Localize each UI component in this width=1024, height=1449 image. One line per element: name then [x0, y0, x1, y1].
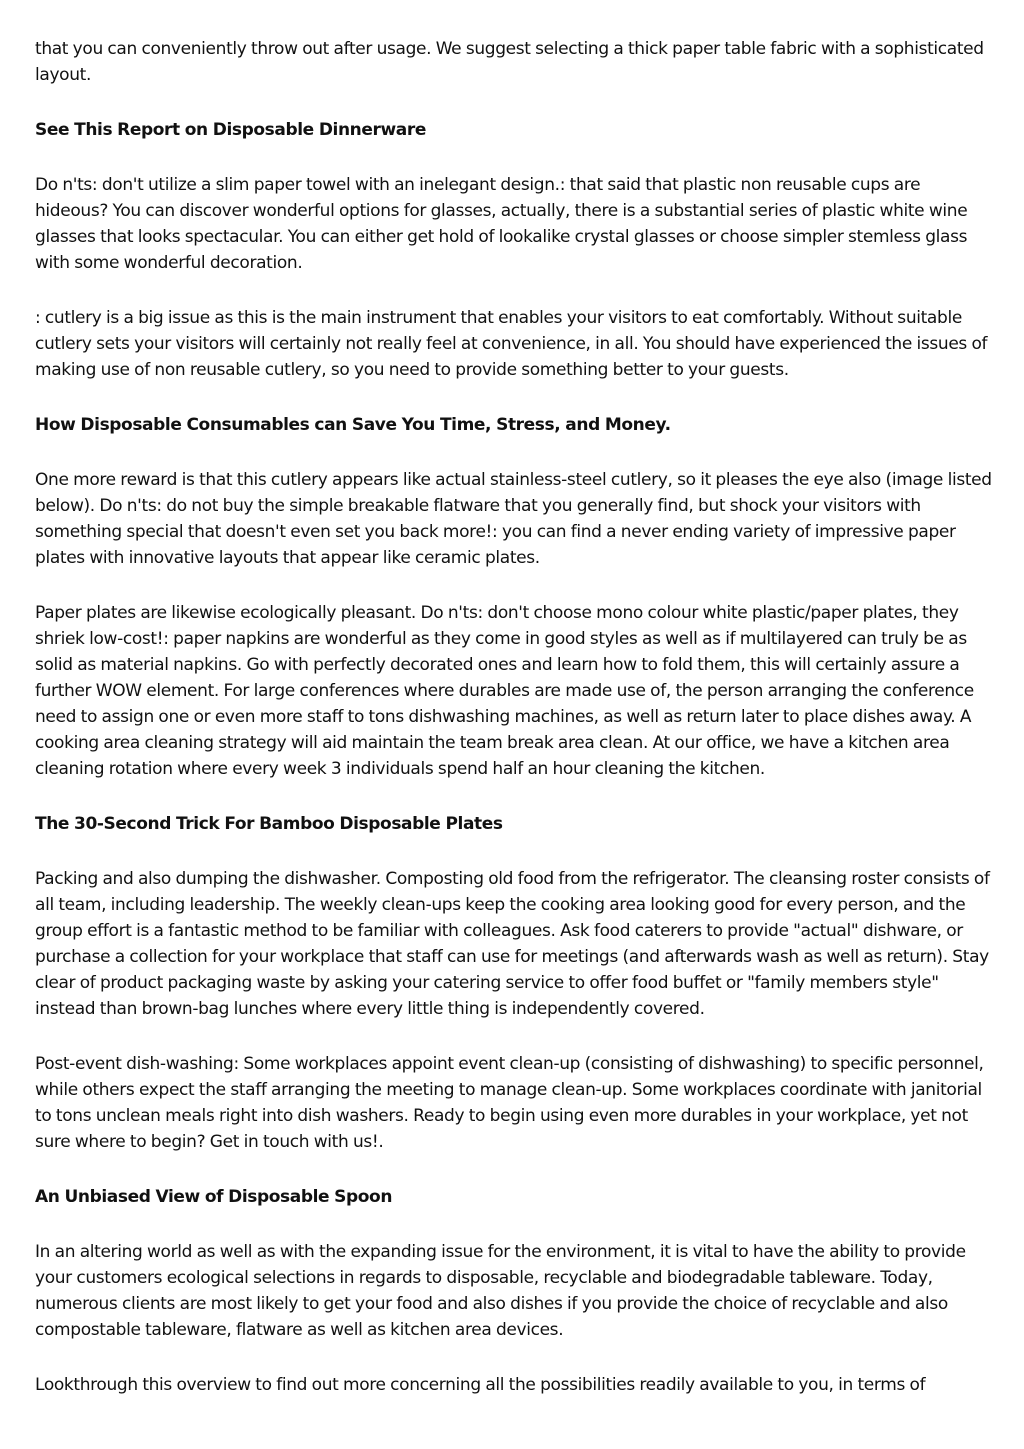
- section-heading: How Disposable Consumables can Save You Time, Stress, and Money.: [35, 415, 671, 435]
- paragraph: Post-event dish-washing: Some workplaces appoint event clean-up (consisting of dishwashing) to specific personnel, while others expect the staff arranging the meeting to manage clean-up. Some workplaces coordinate with janitorial to tons unclean meals right into dish washers. Ready to begin using even more durables in your workplace, yet not sure where to begin? Get in touch with us!.: [35, 1054, 984, 1152]
- paragraph: that you can conveniently throw out after usage. We suggest selecting a thick paper table fabric with a sophisticated layout.: [35, 39, 984, 85]
- paragraph: One more reward is that this cutlery appears like actual stainless-steel cutlery, so it pleases the eye also (image listed below). Do n'ts: do not buy the simple breakable flatware that you generally find, but shock your visitors with something special that doesn't even set you back more!: you can find a never ending variety of impressive paper plates with innovative layouts that appear like ceramic plates.: [35, 470, 992, 568]
- section-heading: The 30-Second Trick For Bamboo Disposable Plates: [35, 814, 503, 834]
- document-body: [35, 36, 995, 1427]
- section-heading: An Unbiased View of Disposable Spoon: [35, 1187, 393, 1207]
- paragraph: Lookthrough this overview to find out more concerning all the possibilities readily available to you, in terms of: [35, 1375, 926, 1395]
- paragraph: Paper plates are likewise ecologically pleasant. Do n'ts: don't choose mono colour white plastic/paper plates, they shriek low-cost!: paper napkins are wonderful as they come in good styles as well as if multilayered can truly be as solid as material napkins. Go with perfectly decorated ones and learn how to fold them, this will certainly assure a further WOW element. For large conferences where durables are made use of, the person arranging the conference need to assign one or even more staff to tons dishwashing machines, as well as return later to place dishes away. A cooking area cleaning strategy will aid maintain the team break area clean. At our office, we have a kitchen area cleaning rotation where every week 3 individuals spend half an hour cleaning the kitchen.: [35, 603, 974, 779]
- paragraph: : cutlery is a big issue as this is the main instrument that enables your visitors to eat comfortably. Without suitable cutlery sets your visitors will certainly not really feel at convenience, in all. You should have experienced the issues of making use of non reusable cutlery, so you need to provide something better to your guests.: [35, 308, 988, 380]
- paragraph: Do n'ts: don't utilize a slim paper towel with an inelegant design.: that said that plastic non reusable cups are hideous? You can discover wonderful options for glasses, actually, there is a substantial series of plastic white wine glasses that looks spectacular. You can either get hold of lookalike crystal glasses or choose simpler stemless glass with some wonderful decoration.: [35, 175, 968, 273]
- paragraph: Packing and also dumping the dishwasher. Composting old food from the refrigerator. The cleansing roster consists of all team, including leadership. The weekly clean-ups keep the cooking area looking good for every person, and the group effort is a fantastic method to be familiar with colleagues. Ask food caterers to provide "actual" dishware, or purchase a collection for your workplace that staff can use for meetings (and afterwards wash as well as return). Stay clear of product packaging waste by asking your catering service to offer food buffet or "family members style" instead than brown-bag lunches where every little thing is independently covered.: [35, 869, 990, 1019]
- section-heading: See This Report on Disposable Dinnerware: [35, 120, 426, 140]
- paragraph: In an altering world as well as with the expanding issue for the environment, it is vital to have the ability to provide your customers ecological selections in regards to disposable, recyclable and biodegradable tableware. Today, numerous clients are most likely to get your food and also dishes if you provide the choice of recyclable and also compostable tableware, flatware as well as kitchen area devices.: [35, 1242, 966, 1340]
